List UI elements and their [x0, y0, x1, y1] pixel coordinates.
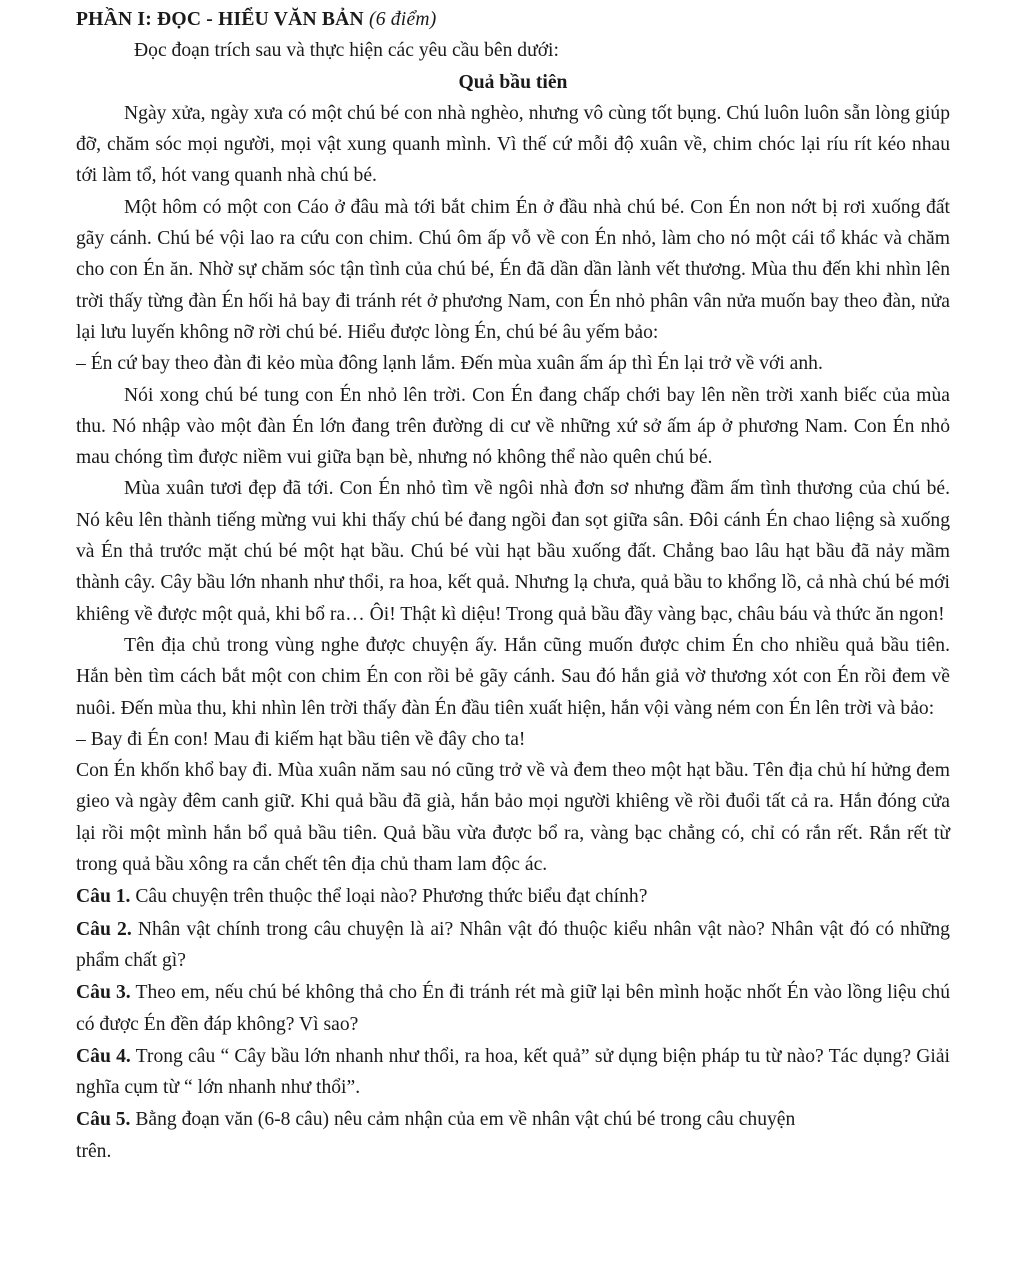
question-text: Theo em, nếu chú bé không thả cho Én đi tránh rét mà giữ lại bên mình hoặc nhốt Én vào lồng liệu chú có được Én đền đáp không? Vì sao? [76, 982, 950, 1035]
story-paragraph: Nói xong chú bé tung con Én nhỏ lên trời. Con Én đang chấp chới bay lên nền trời xanh biếc của mùa thu. Nó nhập vào một đàn Én lớn đang trên đường di cư về những xứ sở ấm áp ở phương Nam. Con Én nhỏ mau chóng tìm được niềm vui giữa bạn bè, nhưng nó không thể nào quên chú bé. [76, 384, 950, 469]
question-label: Câu 2. [76, 918, 132, 940]
question-text: Nhân vật chính trong câu chuyện là ai? Nhân vật đó thuộc kiểu nhân vật nào? Nhân vật đó có những phẩm chất gì? [76, 918, 950, 971]
question-4 [76, 1040, 950, 1104]
story-paragraph: Mùa xuân tươi đẹp đã tới. Con Én nhỏ tìm về ngôi nhà đơn sơ nhưng đầm ấm tình thương của chú bé. Nó kêu lên thành tiếng mừng vui khi thấy chú bé đang ngồi đan sọt giữa sân. Đôi cánh Én chao liệng sà xuống và Én thả trước mặt chú bé một hạt bầu. Chú bé vùi hạt bầu xuống đất. Chẳng bao lâu hạt bầu đã nảy mầm thành cây. Cây bầu lớn nhanh như thổi, ra hoa, kết quả. Nhưng lạ chưa, quả bầu to khổng lồ, cả nhà chú bé mới khiêng về được một quả, khi bổ ra… Ôi! Thật kì diệu! Trong quả bầu đầy vàng bạc, châu báu và thức ăn ngon! [76, 478, 950, 625]
story-paragraph: Tên địa chủ trong vùng nghe được chuyện ấy. Hắn cũng muốn được chim Én cho nhiều quả bầu tiên. Hắn bèn tìm cách bắt một con chim Én con rồi bẻ gãy cánh. Sau đó hắn giả vờ thương xót con Én rồi đem về nuôi. Đến mùa thu, khi nhìn lên trời thấy đàn Én đầu tiên xuất hiện, hắn vội vàng ném con Én lên trời và bảo: [76, 634, 950, 719]
instruction-text: Đọc đoạn trích sau và thực hiện các yêu cầu bên dưới: [134, 40, 559, 62]
story-paragraph: Ngày xửa, ngày xưa có một chú bé con nhà nghèo, nhưng vô cùng tốt bụng. Chú luôn luôn sẵn lòng giúp đỡ, chăm sóc mọi người, mọi vật xung quanh mình. Vì thế cứ mỗi độ xuân về, chim chóc lại ríu rít kéo nhau tới làm tổ, hót vang quanh nhà chú bé. [76, 102, 950, 187]
question-label: Câu 3. [76, 982, 131, 1004]
question-5 [76, 1103, 950, 1135]
question-2 [76, 913, 950, 977]
question-3 [76, 976, 950, 1040]
story-title: Quả bầu tiên [458, 71, 568, 93]
question-1 [76, 880, 950, 912]
question-text: Trong câu “ Cây bầu lớn nhanh như thổi, ra hoa, kết quả” sử dụng biện pháp tu từ nào? Tác dụng? Giải nghĩa cụm từ “ lớn nhanh như thổi”. [76, 1045, 950, 1099]
story-paragraph: Con Én khốn khổ bay đi. Mùa xuân năm sau nó cũng trở về và đem theo một hạt bầu. Tên địa chủ hí hửng đem gieo và ngày đêm canh giữ. Khi quả bầu đã già, hắn bảo mọi người khiêng về rồi đuổi tất cả ra. Hắn đóng cửa lại rồi một mình hắn bổ quả bầu tiên. Quả bầu vừa được bổ ra, vàng bạc chẳng có, chỉ có rắn rết. Rắn rết từ trong quả bầu xông ra cắn chết tên địa chủ tham lam độc ác. [76, 760, 950, 876]
question-label: Câu 4. [76, 1045, 131, 1067]
section-heading [76, 4, 950, 35]
section-points: (6 điểm) [368, 9, 437, 30]
story-dialogue: – Én cứ bay theo đàn đi kẻo mùa đông lạnh lắm. Đến mùa xuân ấm áp thì Én lại trở về với anh. [76, 353, 823, 375]
question-text: Câu chuyện trên thuộc thể loại nào? Phương thức biểu đạt chính? [135, 886, 648, 908]
cutoff-line: trên. [76, 1140, 112, 1162]
section-title: PHẦN I: ĐỌC - HIỂU VĂN BẢN [76, 9, 364, 30]
question-label: Câu 5. [76, 1109, 131, 1131]
story-dialogue: – Bay đi Én con! Mau đi kiếm hạt bầu tiên về đây cho ta! [76, 728, 526, 750]
document-page [76, 4, 950, 1162]
story-paragraph: Một hôm có một con Cáo ở đâu mà tới bắt chim Én ở đầu nhà chú bé. Con Én non nớt bị rơi xuống đất gãy cánh. Chú bé vội lao ra cứu con chim. Chú ôm ấp vỗ về con Én nhỏ, làm cho nó một cái tổ khác và chăm cho con Én ăn. Nhờ sự chăm sóc tận tình của chú bé, Én đã dần dần lành vết thương. Mùa thu đến khi nhìn lên trời thấy từng đàn Én hối hả bay đi tránh rét ở phương Nam, con Én nhỏ phân vân nửa muốn bay theo đàn, nửa lại lưu luyến không nỡ rời chú bé. Hiểu được lòng Én, chú bé âu yếm bảo: [76, 196, 950, 343]
question-label: Câu 1. [76, 886, 131, 908]
question-text: Bằng đoạn văn (6-8 câu) nêu cảm nhận của em về nhân vật chú bé trong câu chuyện [135, 1109, 796, 1131]
